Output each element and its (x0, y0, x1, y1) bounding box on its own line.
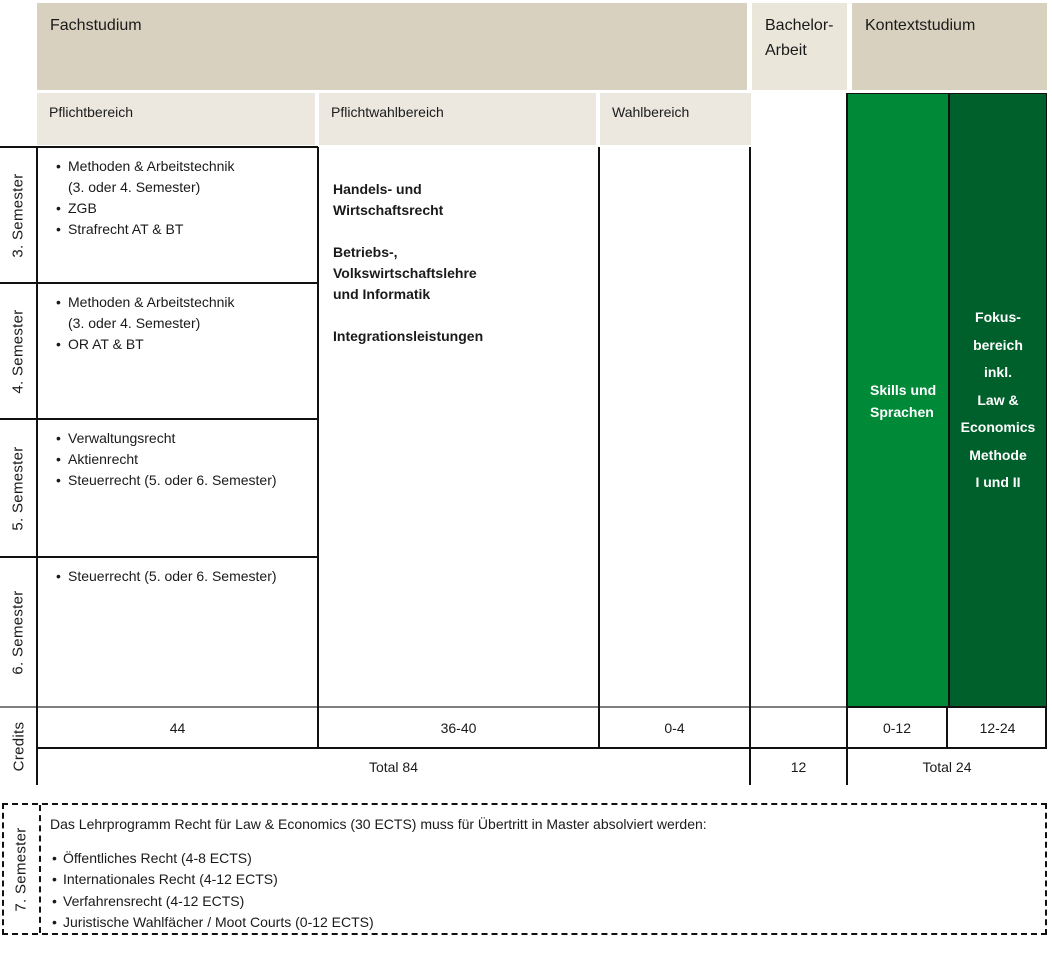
credits-skills: 0-12 (882, 719, 912, 736)
cell-pflichtbereich-6-semester (37, 557, 318, 707)
course-item-continuation: (3. oder 4. Semester) (68, 315, 201, 331)
credits-bachelor-arbeit: 12 (790, 758, 807, 775)
subheader-pflichtbereich-label: Pflichtbereich (49, 104, 134, 120)
pw-line: Handels- und (333, 181, 422, 197)
credits-fokus: 12-24 (979, 719, 1016, 736)
header-fachstudium-label: Fachstudium (50, 17, 142, 34)
semester7-item: • Internationales Recht (4-12 ECTS) (50, 869, 1030, 891)
header-bachelor-line2: Arbeit (765, 42, 807, 59)
header-bachelor-line1: Bachelor- (765, 17, 834, 34)
semester7-divider (39, 805, 41, 933)
pw-line: Wirtschaftsrecht (333, 202, 444, 218)
pw-line: Betriebs-, (333, 244, 398, 260)
course-item-continuation: (3. oder 4. Semester) (68, 179, 201, 195)
grid-line (0, 556, 318, 558)
grid-line (317, 147, 319, 748)
grid-line (749, 147, 751, 785)
course-item: • Strafrecht AT & BT (47, 219, 312, 240)
semester7-content (50, 814, 1030, 934)
credits-pflichtwahlbereich: 36-40 (440, 719, 477, 736)
grid-line (0, 282, 318, 284)
cell-pflichtwahlbereich-content (318, 147, 599, 707)
course-item: • ZGB (47, 198, 312, 219)
subheader-pflichtwahlbereich (319, 93, 596, 145)
fokus-line4: Law & (977, 391, 1019, 408)
row-label-6-semester: 6. Semester (10, 589, 28, 675)
kontextstudium-columns (846, 93, 1047, 707)
course-item: • Steuerrecht (5. oder 6. Semester) (47, 566, 312, 587)
credits-wahlbereich: 0-4 (664, 719, 685, 736)
semester7-item: • Verfahrensrecht (4-12 ECTS) (50, 891, 1030, 913)
header-fachstudium (37, 3, 747, 90)
semester7-box (2, 803, 1047, 935)
subheader-pflichtbereich (37, 93, 315, 145)
subheader-wahlbereich-label: Wahlbereich (612, 104, 690, 120)
total-fachstudium: Total 84 (368, 758, 419, 775)
course-item: • OR AT & BT (47, 334, 312, 355)
cell-pflichtbereich-4-semester (37, 283, 318, 419)
subheader-wahlbereich (600, 93, 751, 145)
row-label-3-semester: 3. Semester (10, 172, 28, 258)
subheader-pflichtwahlbereich-label: Pflichtwahlbereich (331, 104, 444, 120)
header-kontextstudium-label: Kontextstudium (865, 17, 976, 34)
skills-line2: Sprachen (870, 403, 934, 420)
fokus-line7: I und II (975, 474, 1021, 491)
fokus-line5: Economics (960, 419, 1036, 436)
row-label-7-semester: 7. Semester (13, 826, 31, 912)
cell-pflichtbereich-3-semester (37, 147, 318, 283)
skills-line1: Skills und (870, 381, 937, 398)
row-label-4-semester: 4. Semester (10, 308, 28, 394)
pw-line: Integrationsleistungen (333, 328, 484, 344)
course-item: • Steuerrecht (5. oder 6. Semester) (47, 470, 312, 491)
fokus-line3: inkl. (983, 364, 1012, 381)
grid-line (598, 147, 600, 748)
row-label-5-semester: 5. Semester (10, 445, 28, 531)
skills-sprachen-column (846, 93, 948, 707)
total-kontextstudium: Total 24 (922, 758, 972, 775)
grid-line (36, 147, 38, 785)
course-item: • Methoden & Arbeitstechnik (47, 156, 312, 177)
course-item: • Methoden & Arbeitstechnik (47, 292, 312, 313)
course-item: • Verwaltungsrecht (47, 428, 312, 449)
semester7-item: • Juristische Wahlfächer / Moot Courts (0-12 ECTS) (50, 912, 1030, 934)
fokusbereich-column (948, 93, 1047, 707)
grid-line (0, 418, 318, 420)
pw-line: Volkswirtschaftslehre (333, 265, 477, 281)
credits-pflichtbereich: 44 (169, 719, 186, 736)
header-kontextstudium (852, 3, 1047, 90)
grid-line (0, 146, 318, 148)
semester7-intro: Das Lehrprogramm Recht für Law & Economics (30 ECTS) muss für Übertritt in Master absolviert werden: (50, 816, 707, 832)
course-item: • Aktienrecht (47, 449, 312, 470)
header-bachelor-arbeit (752, 3, 847, 90)
fokus-line6: Methode (969, 446, 1027, 463)
pw-line: und Informatik (333, 286, 431, 302)
fokus-line2: bereich (973, 336, 1023, 353)
semester7-item: • Öffentliches Recht (4-8 ECTS) (50, 848, 1030, 870)
row-label-credits: Credits (10, 721, 27, 771)
cell-pflichtbereich-5-semester (37, 419, 318, 557)
fokus-line1: Fokus- (975, 309, 1021, 326)
